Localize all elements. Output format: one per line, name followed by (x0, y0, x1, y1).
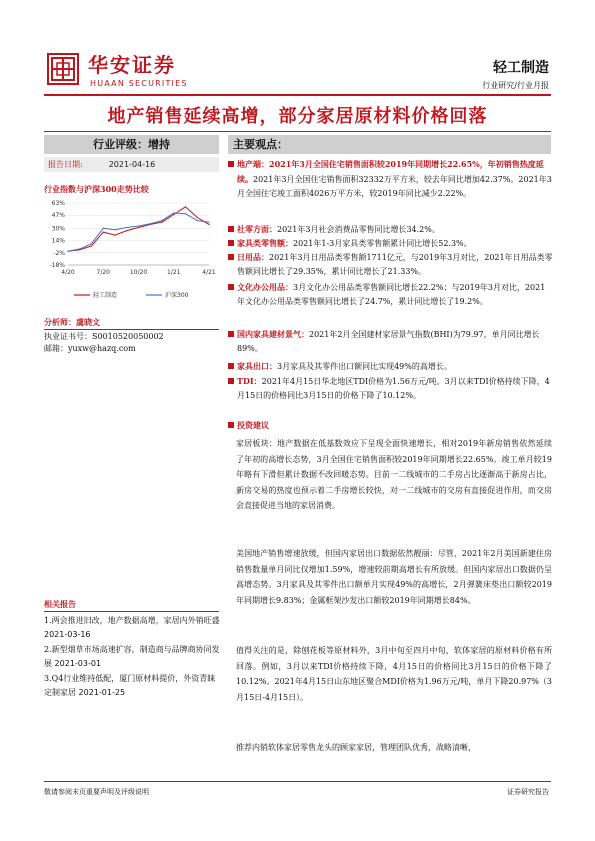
body-paragraph: 家居板块：地产数据在低基数效应下呈现全面快速增长，相对2019年新房销售依然延续了年初的高增长态势，3月全国住宅销售面积较2019年同期增长22.65%。竣工单月较19年略有下滑但累计数据不改回暖态势。目前一二线城市的二手房占比逐渐高于新房占比，新房交易的热度也预示着二手房增长较快，对一二线城市的交房有直接促进作用，而交房会直接促进当地的家居消费。 (236, 439, 552, 510)
chart-x-tick-label: 4/20 (61, 269, 75, 276)
bullet-marker-icon (228, 254, 234, 260)
chart-data-point (197, 217, 198, 218)
related-report-item[interactable] (44, 672, 222, 700)
rating-value: 增持 (148, 138, 170, 151)
chart-title: 行业指数与沪深300走势比较 (44, 184, 149, 194)
bullet-item (228, 250, 553, 279)
chart-legend-label: 轻工制造 (93, 292, 118, 299)
bullet-body: 3月文化办公用品类零售额同比增长22.2%；与2019年3月对比，2021年文化办公用品类零售额同比增长了24.7%，累计同比增长了19.2%。 (237, 283, 546, 306)
analyst-cert: 执业证书号：S0010520050002 (44, 332, 164, 341)
chart-data-point (67, 251, 68, 252)
bullet-item (228, 374, 553, 403)
bullet-title: 投资建议 (237, 420, 269, 430)
chart-data-point (150, 223, 151, 224)
bullet-marker-icon (228, 422, 234, 428)
report-date-label: 报告日期: (48, 160, 83, 169)
bullet-item (228, 236, 553, 251)
chart-data-point (91, 243, 92, 244)
chart-data-point (185, 213, 186, 214)
related-report-date: 2021-01-25 (78, 688, 126, 697)
index-chart (44, 197, 219, 309)
analyst-email[interactable]: 邮箱：yuxw@hazq.com (44, 344, 136, 353)
bullet-item (228, 327, 553, 356)
chart-y-tick-label: -2% (53, 249, 65, 257)
analyst-name: 虞晓文 (76, 317, 100, 327)
bullet-title: 家具出口： (237, 361, 277, 371)
bullet-body: 2021年3月全国住宅销售面积32332万平方米，较去年同比增加42.37%。2021年3月全国住宅竣工面积4026万平方米，较2019年同比减少2.22%。 (237, 175, 552, 198)
index-chart-svg (44, 197, 219, 309)
chart-data-point (138, 227, 139, 228)
chart-data-point (126, 227, 127, 228)
bullet-marker-icon (228, 161, 234, 167)
report-date-value: 2021-04-16 (108, 160, 156, 169)
chart-data-point (91, 245, 92, 246)
bullet-body: 2021年3月日用品类零售额1711亿元，与2019年3月对比，2021年日用品类零售额同比增长了29.35%，累计同比增长了21.33%。 (237, 253, 553, 276)
chart-data-point (197, 220, 198, 221)
related-report-title: 2.新型烟草市场高速扩容，制造商与品牌商协同发展 (44, 645, 220, 668)
bullet-body: 2021年1-3月家具类零售额累计同比增长52.3%。 (293, 239, 472, 248)
bullet-item (228, 280, 553, 309)
header-divider (44, 94, 551, 96)
page-title: 地产销售延续高增，部分家居原材料价格回落 (107, 106, 488, 127)
chart-data-point (208, 224, 209, 225)
bullet-title: 社零方面： (237, 224, 277, 234)
logo-icon (47, 53, 79, 85)
logo-mark (49, 55, 77, 83)
footer-label: 证券研究报告 (507, 788, 549, 796)
chart-data-point (185, 206, 186, 207)
bullet-title: TDI： (237, 376, 262, 386)
chart-x-tick-label: 7/20 (96, 269, 110, 276)
bullet-title: 地产端：2021年3月全国住宅销售面积较2019年同期增长22.65%，年初销售热度延续。 (237, 159, 544, 184)
rating-box (44, 135, 219, 154)
chart-x-tick-label: 1/21 (167, 269, 181, 276)
report-type: 行业研究/行业月报 (482, 81, 549, 90)
footer-divider (44, 781, 551, 782)
brand-name-en: HUAAN SECURITIES (90, 79, 188, 88)
bullet-title: 文化办公用品： (237, 282, 293, 292)
related-report-item[interactable] (44, 614, 222, 642)
related-divider (44, 611, 219, 612)
chart-data-point (173, 212, 174, 213)
chart-data-point (161, 220, 162, 221)
chart-data-point (103, 231, 104, 232)
chart-series-line (68, 213, 209, 251)
chart-y-tick-label: 30% (51, 225, 65, 233)
chart-x-tick-label: 4/21 (202, 269, 216, 276)
chart-data-point (138, 225, 139, 226)
title-divider (44, 131, 551, 132)
chart-y-tick-label: 63% (51, 200, 65, 207)
chart-y-tick-label: 14% (51, 237, 65, 245)
analyst-label: 分析师： (44, 317, 76, 327)
bullet-title: 国内家具建材景气： (237, 329, 309, 339)
chart-data-point (79, 248, 80, 249)
brand-name: 华安证券 (88, 53, 176, 77)
chart-data-point (114, 229, 115, 230)
bullet-marker-icon (228, 331, 234, 337)
related-report-date: 2021-03-16 (44, 630, 91, 639)
rating-label: 行业评级： (93, 138, 148, 151)
chart-data-point (208, 222, 209, 223)
body-paragraph: 推荐内销软体家居零售龙头的顾家家居，管理团队优秀，战略清晰， (236, 743, 476, 752)
chart-data-point (114, 235, 115, 236)
chart-data-point (173, 214, 174, 215)
bullet-item (228, 418, 553, 433)
bullet-title: 日用品： (237, 252, 269, 262)
bullet-item (228, 359, 553, 374)
related-reports-title: 相关报告 (44, 599, 76, 609)
chart-data-point (161, 222, 162, 223)
related-report-item[interactable] (44, 643, 222, 671)
main-points-heading: 主要观点： (228, 135, 551, 154)
bullet-marker-icon (228, 240, 234, 246)
bullet-body: 2021年3月社会消费品零售同比增长34.2%。 (277, 225, 440, 234)
chart-x-tick-label: 10/20 (129, 269, 148, 276)
bullet-body: 2021年4月15日华北地区TDI价格为1.56万元/吨。3月以来TDI价格持续下降，4月15日的价格同比3月15日的价格下降了10.12%。 (237, 377, 550, 400)
body-paragraph: 美国地产销售增速放缓，但国内家居出口数据依然靓丽：尽管，2021年2月美国新建住房销售数量单月同比仅增加1.59%，增速较前期高增长有所放缓。但国内家居出口数据仍呈高增态势。3月家具及其零件出口额单月实现49%的高增长，2月弹簧床垫出口额较2019年同期增长9.83%；金属框架沙发出口额较2019年同期增长84%。 (236, 549, 552, 605)
chart-y-tick-label: -18% (49, 262, 65, 269)
bullet-item (228, 222, 553, 237)
chart-data-point (103, 228, 104, 229)
bullet-item (228, 157, 553, 201)
related-report-date: 2021-03-01 (54, 659, 102, 668)
bullet-body: 3月家具及其零件出口额同比实现49%的高增长。 (277, 362, 452, 371)
bullet-marker-icon (228, 363, 234, 369)
analyst-divider (44, 329, 219, 330)
bullet-marker-icon (228, 284, 234, 290)
chart-y-tick-label: 47% (51, 212, 65, 220)
related-report-title: 3.Q4行业维持低配，厦门原材料提价，外资青睐定制家居 (44, 674, 216, 697)
report-date-row (44, 157, 219, 172)
related-report-title: 1.两会推进旧改，地产数据高增，家居内外销旺盛 (44, 616, 220, 625)
bullet-body: 2021年2月全国建材家居景气指数(BHI)为79.97，单月同比增长89%。 (237, 330, 540, 353)
bullet-title: 家具类零售额： (237, 238, 293, 248)
bullet-marker-icon (228, 226, 234, 232)
chart-legend-label: 沪深300 (165, 292, 189, 299)
sector-name: 轻工制造 (493, 60, 549, 76)
bullet-marker-icon (228, 378, 234, 384)
body-paragraph: 值得关注的是，除刨花板等原材料外，3月中旬至四月中旬，软体家居的原材料价格有所回落。例如，3月以来TDI价格持续下降，4月15日的价格同比3月15日的价格下降了10.12%。2021年4月15日山东地区聚合MDI价格为1.96万元/吨，单月下降20.97%（3月15日-4月15日）。 (236, 646, 552, 702)
analyst-row (44, 316, 100, 328)
footer-disclaimer[interactable]: 敬请参阅末页重要声明及评级说明 (44, 788, 149, 796)
chart-data-point (126, 230, 127, 231)
